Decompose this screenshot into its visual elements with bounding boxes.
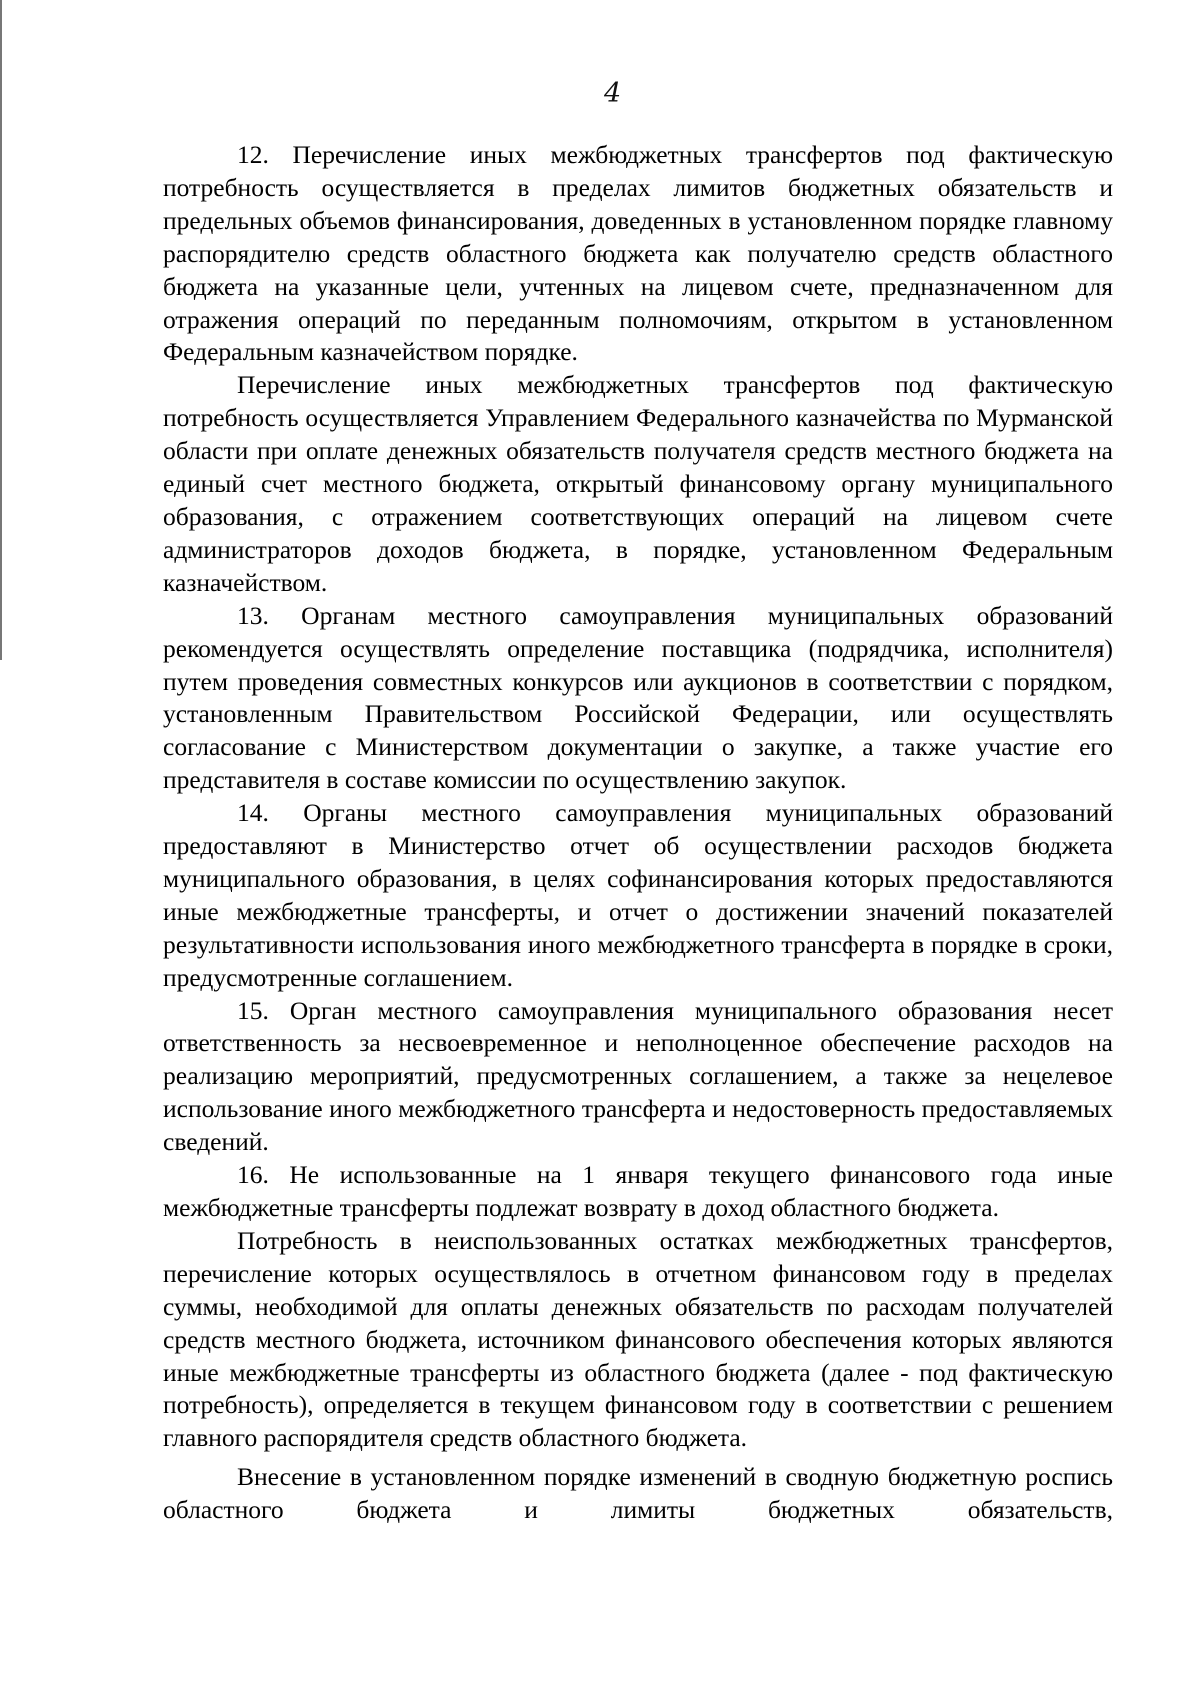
paragraph-16-amendments: Внесение в установленном порядке изменений в сводную бюджетную роспись областного бюджета и лимиты бюджетных обязательств, — [163, 1462, 1113, 1525]
document-body — [163, 139, 1113, 1527]
paragraph-12-continued: Перечисление иных межбюджетных трансфертов под фактическую потребность осуществляется Управлением Федерального казначейства по Мурманской области при оплате денежных обязательств получателя средств местного бюджета на единый счет местного бюджета, открытый финансовому органу муниципального образования, с отражением соответствующих операций на лицевом счете администраторов доходов бюджета, в порядке, установленном Федеральным казначейством. — [163, 370, 1113, 597]
paragraph-14: 14. Органы местного самоуправления муниципальных образований предоставляют в Министерство отчет об осуществлении расходов бюджета муниципального образования, в целях софинансирования которых предоставляются иные межбюджетные трансферты, и отчет о достижении значений показателей результативности использования иного межбюджетного трансферта в порядке в сроки, предусмотренные соглашением. — [163, 798, 1113, 992]
scan-edge — [0, 0, 2, 660]
paragraph-13: 13. Органам местного самоуправления муниципальных образований рекомендуется осуществлять определение поставщика (подрядчика, исполнителя) путем проведения совместных конкурсов или аукционов в соответствии с порядком, установленным Правительством Российской Федерации, или осуществлять согласование с Министерством документации о закупке, а также участие его представителя в составе комиссии по осуществлению закупок. — [163, 600, 1113, 795]
paragraph-12: 12. Перечисление иных межбюджетных трансфертов под фактическую потребность осуществляется в пределах лимитов бюджетных обязательств и предельных объемов финансирования, доведенных в установленном порядке главному распорядителю средств областного бюджета как получателю средств областного бюджета на указанные цели, учтенных на лицевом счете, предназначенном для отражения операций по переданным полномочиям, открытом в установленном Федеральным казначейством порядке. — [163, 140, 1113, 367]
paragraph-15: 15. Орган местного самоуправления муниципального образования несет ответственность за несвоевременное и неполноценное обеспечение расходов на реализацию мероприятий, предусмотренных соглашением, а также за нецелевое использование иного межбюджетного трансферта и недостоверность предоставляемых сведений. — [163, 995, 1113, 1157]
page-number: 4 — [604, 78, 622, 109]
paragraph-16-need: Потребность в неиспользованных остатках межбюджетных трансфертов, перечисление которых осуществлялось в отчетном финансовом году в пределах суммы, необходимой для оплаты денежных обязательств по расходам получателей средств местного бюджета, источником финансового обеспечения которых являются иные межбюджетные трансферты из областного бюджета (далее - под фактическую потребность), определяется в текущем финансовом году в соответствии с решением главного распорядителя средств областного бюджета. — [163, 1225, 1113, 1453]
paragraph-16: 16. Не использованные на 1 января текущего финансового года иные межбюджетные трансферты подлежат возврату в доход областного бюджета. — [163, 1160, 1113, 1222]
